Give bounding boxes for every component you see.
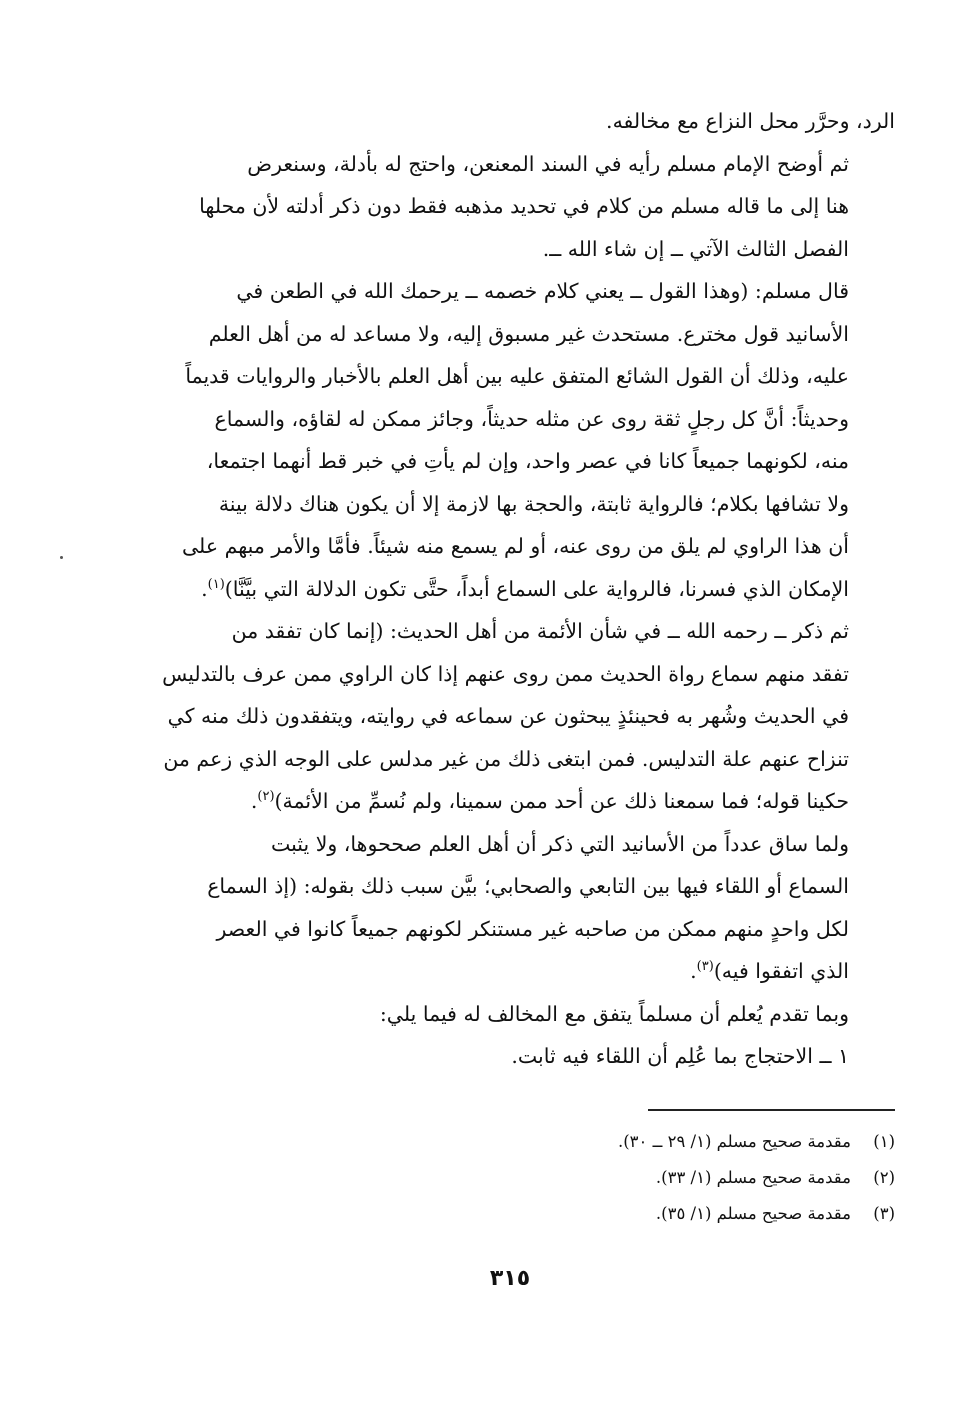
text-line: تنزاح عنهم علة التدليس. فمن ابتغى ذلك من غير مدلس على الوجه الذي زعم من	[163, 746, 849, 771]
footnote-text: مقدمة صحيح مسلم (١/ ٣٥).	[655, 1204, 851, 1223]
footnote-2	[400, 1160, 895, 1196]
text-line: لكل واحدٍ منهم ممكن من صاحبه غير مستنكر لكونهم جميعاً كانوا في العصر	[216, 916, 849, 941]
text-line-with-footnote: حكينا قوله؛ فما سمعنا ذلك عن أحد ممن سمينا، ولم نُسمِّ من الأئمة)$^{(٢)}$.	[250, 789, 849, 813]
text-line: السماع أو اللقاء فيها بين التابعي والصحابي؛ بيَّن سبب ذلك بقوله: (إذ السماع	[207, 874, 849, 898]
text-line: عليه، وذلك أن القول الشائع المتفق عليه بين أهل العلم بالأخبار والروايات قديماً	[185, 364, 849, 388]
text-line: تفقد منهم سماع رواة الحديث ممن روى عنهم إذا كان الراوي ممن عرف بالتدليس	[162, 661, 849, 686]
text-line: هنا إلى ما قاله مسلم من كلام في تحديد مذهبه فقط دون ذكر أدلته لأن محلها	[199, 194, 849, 218]
text-line: الرد، وحرَّر محل النزاع مع مخالفه.	[606, 109, 895, 133]
text-segment: حكينا قوله؛ فما سمعنا ذلك عن أحد ممن سمينا، ولم نُسمِّ من الأئمة)	[274, 789, 849, 813]
text-line: الفصل الثالث الآتي ــ إن شاء الله ــ.	[542, 236, 849, 261]
scan-speck	[60, 556, 63, 559]
footnote-text: مقدمة صحيح مسلم (١/ ٣٣).	[655, 1168, 851, 1187]
paragraph-5	[150, 823, 895, 993]
text-line: منه، لكونهما جميعاً كانا في عصر واحد، وإن لم يأتِ في خبر قط أنهما اجتمعا،	[206, 449, 849, 473]
text-line: ولما ساق عدداً من الأسانيد التي ذكر أن أهل العلم صححوها، ولا يثبت	[270, 831, 849, 856]
text-line: أن هذا الراوي لم يلق من روى عنه، أو لم يسمع منه شيئاً. فأمَّا والأمر مبهم على	[181, 534, 849, 558]
footnotes	[400, 1124, 895, 1232]
footnote-ref-1[interactable]: (١)	[207, 576, 225, 592]
list-item: ١ ــ الاحتجاج بما عُلِم أن اللقاء فيه ثابت.	[511, 1044, 849, 1068]
text-segment: الذي اتفقوا فيه)	[713, 959, 849, 983]
paragraph-6	[150, 993, 895, 1036]
paragraph-3	[150, 270, 895, 610]
footnote-number: (١)	[873, 1132, 895, 1151]
text-line: الأسانيد قول مخترع. مستحدث غير مسبوق إليه، ولا مساعد له من أهل العلم	[208, 321, 849, 346]
text-line: وحديثاً: أنَّ كل رجلٍ ثقة روى عن مثله حديثاً، وجائز ممكن له لقاؤه، والسماع	[214, 406, 849, 431]
footnote-number: (٣)	[873, 1204, 895, 1223]
text-line: ثم أوضح الإمام مسلم رأيه في السند المعنعن، واحتج له بأدلة، وسنعرض	[247, 151, 849, 176]
text-line: وبما تقدم يُعلم أن مسلماً يتفق مع المخالف له فيما يلي:	[379, 1001, 849, 1026]
footnote-text: مقدمة صحيح مسلم (١/ ٢٩ ــ ٣٠).	[617, 1132, 851, 1151]
main-text	[150, 100, 895, 1078]
footnote-divider	[648, 1109, 895, 1111]
text-line-with-footnote: الإمكان الذي فسرنا، فالرواية على السماع أبداً، حتَّى تكون الدلالة التي بيَّنَّا)$^{(١)}$.	[201, 576, 849, 601]
page-number: ٣١٥	[489, 1266, 531, 1291]
text-line: ولا تشافها بكلام؛ فالرواية ثابتة، والحجة بها لازمة إلا أن يكون هناك دلالة بينة	[218, 491, 849, 516]
text-line: ثم ذكر ــ رحمه الله ــ في شأن الأئمة من أهل الحديث: (إنما كان تفقد من	[231, 619, 849, 643]
footnote-ref-3[interactable]: (٣)	[696, 959, 714, 975]
numbered-list	[150, 1035, 895, 1078]
footnote-number: (٢)	[873, 1168, 895, 1187]
footnote-3	[400, 1196, 895, 1232]
paragraph-1	[150, 100, 895, 143]
text-line: في الحديث وشُهر به فحينئذٍ يبحثون عن سماعه في روايته، ويتفقدون ذلك منه كي	[167, 704, 849, 728]
paragraph-4	[150, 610, 895, 823]
text-segment: الإمكان الذي فسرنا، فالرواية على السماع أبداً، حتَّى تكون الدلالة التي بيَّنَّا)	[224, 576, 849, 601]
paragraph-2	[150, 143, 895, 271]
footnote-1	[400, 1124, 895, 1160]
footnote-ref-2[interactable]: (٢)	[257, 789, 275, 805]
text-line-with-footnote: الذي اتفقوا فيه)$^{(٣)}$.	[690, 959, 849, 983]
text-line: قال مسلم: (وهذا القول ــ يعني كلام خصمه ــ يرحمك الله في الطعن في	[236, 279, 849, 303]
